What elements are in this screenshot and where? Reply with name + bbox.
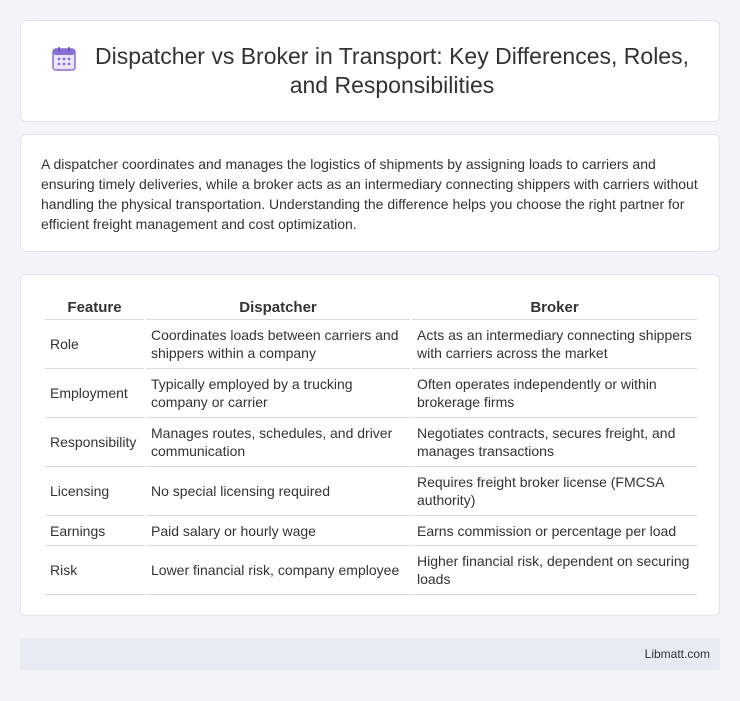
cell-dispatcher: Lower financial risk, company employee: [146, 546, 410, 595]
table-row: [45, 546, 697, 595]
cell-dispatcher: Manages routes, schedules, and driver communication: [146, 418, 410, 467]
title-wrap: [21, 42, 719, 100]
header-feature: Feature: [45, 296, 144, 320]
table-row: [45, 369, 697, 418]
cell-broker: Requires freight broker license (FMCSA authority): [412, 467, 697, 516]
title-card: [20, 20, 720, 122]
table-row: [45, 467, 697, 516]
footer: [20, 638, 720, 670]
comparison-table: [43, 296, 699, 595]
cell-broker: Higher financial risk, dependent on securing loads: [412, 546, 697, 595]
intro-text: A dispatcher coordinates and manages the logistics of shipments by assigning loads to carriers and ensuring timely deliveries, while a broker acts as an intermediary connecting shippers with carriers without handling the physical transportation. Understanding the difference helps you choose the right partner for efficient freight management and cost optimization.: [41, 156, 698, 232]
cell-feature: Employment: [45, 369, 144, 418]
cell-broker: Negotiates contracts, secures freight, and manages transactions: [412, 418, 697, 467]
table-row: [45, 516, 697, 546]
cell-feature: Role: [45, 320, 144, 369]
cell-feature: Risk: [45, 546, 144, 595]
cell-dispatcher: No special licensing required: [146, 467, 410, 516]
cell-broker: Acts as an intermediary connecting shippers with carriers across the market: [412, 320, 697, 369]
cell-broker: Often operates independently or within brokerage firms: [412, 369, 697, 418]
intro-card: [20, 134, 720, 252]
cell-feature: Licensing: [45, 467, 144, 516]
cell-dispatcher: Coordinates loads between carriers and shippers within a company: [146, 320, 410, 369]
footer-link[interactable]: Libmatt.com: [644, 647, 710, 661]
table-row: [45, 320, 697, 369]
cell-dispatcher: Paid salary or hourly wage: [146, 516, 410, 546]
cell-dispatcher: Typically employed by a trucking company or carrier: [146, 369, 410, 418]
cell-feature: Earnings: [45, 516, 144, 546]
table-row: [45, 418, 697, 467]
cell-broker: Earns commission or percentage per load: [412, 516, 697, 546]
page-title: Dispatcher vs Broker in Transport: Key Differences, Roles, and Responsibilities: [95, 43, 689, 98]
cell-feature: Responsibility: [45, 418, 144, 467]
header-dispatcher: Dispatcher: [146, 296, 410, 320]
header-broker: Broker: [412, 296, 697, 320]
comparison-card: [20, 274, 720, 616]
table-header-row: [45, 296, 697, 320]
calendar-icon: [51, 46, 77, 72]
